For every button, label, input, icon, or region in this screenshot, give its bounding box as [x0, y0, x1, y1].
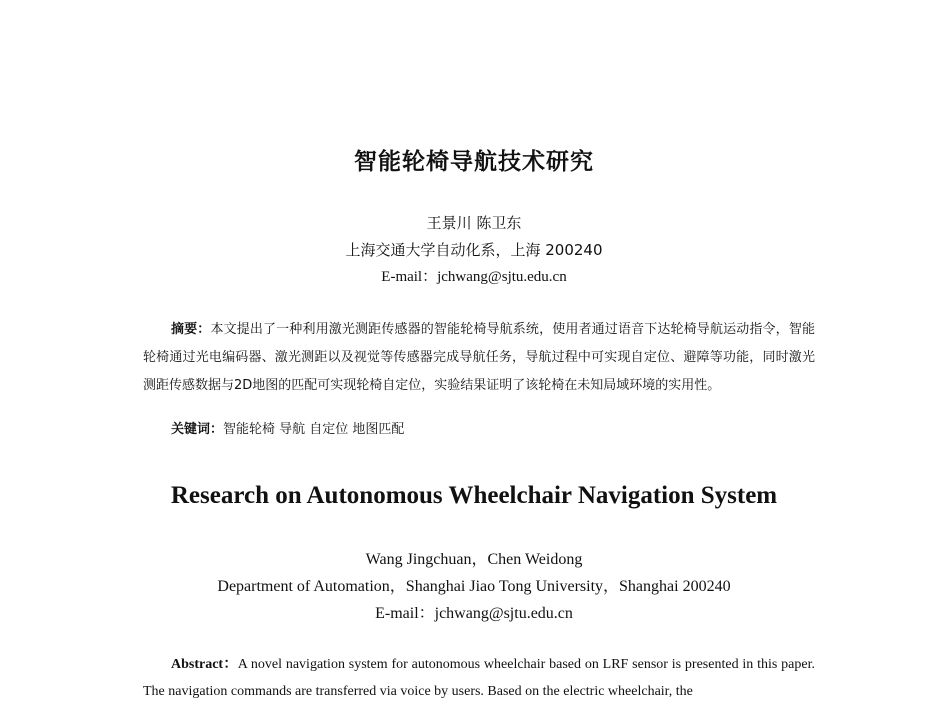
- chinese-affiliation: 上海交通大学自动化系，上海 200240: [345, 241, 603, 259]
- english-abstract-text: A novel navigation system for autonomous wheelchair based on LRF sensor is presented in this paper. The navigation commands are transferred via voice by users. Based on the electric wheelchair, the: [143, 657, 815, 699]
- english-affiliation: Department of Automation，Shanghai Jiao Tong University，Shanghai 200240: [217, 578, 731, 595]
- english-email: E-mail：jchwang@sjtu.edu.cn: [375, 605, 573, 622]
- chinese-keywords-label: 关键词：: [171, 422, 224, 437]
- chinese-abstract: [143, 316, 815, 400]
- chinese-keywords-text: 智能轮椅 导航 自定位 地图匹配: [223, 422, 405, 437]
- chinese-title: 智能轮椅导航技术研究: [354, 149, 594, 175]
- english-authors: Wang Jingchuan，Chen Weidong: [365, 551, 583, 568]
- chinese-email: E-mail：jchwang@sjtu.edu.cn: [381, 269, 567, 285]
- chinese-abstract-label: 摘要：: [171, 322, 211, 337]
- english-abstract-label: Abstract：: [171, 657, 238, 672]
- chinese-abstract-text: 本文提出了一种利用激光测距传感器的智能轮椅导航系统，使用者通过语音下达轮椅导航运动指令，智能轮椅通过光电编码器、激光测距以及视觉等传感器完成导航任务，导航过程中可实现自定位、避障等功能，同时激光测距传感数据与2D地图的匹配可实现轮椅自定位，实验结果证明了该轮椅在未知局域环境的实用性。: [143, 322, 815, 393]
- english-title: Research on Autonomous Wheelchair Navigation System: [170, 482, 778, 509]
- chinese-authors: 王景川 陈卫东: [426, 214, 522, 232]
- english-abstract: [143, 651, 815, 705]
- chinese-keywords: [171, 420, 404, 440]
